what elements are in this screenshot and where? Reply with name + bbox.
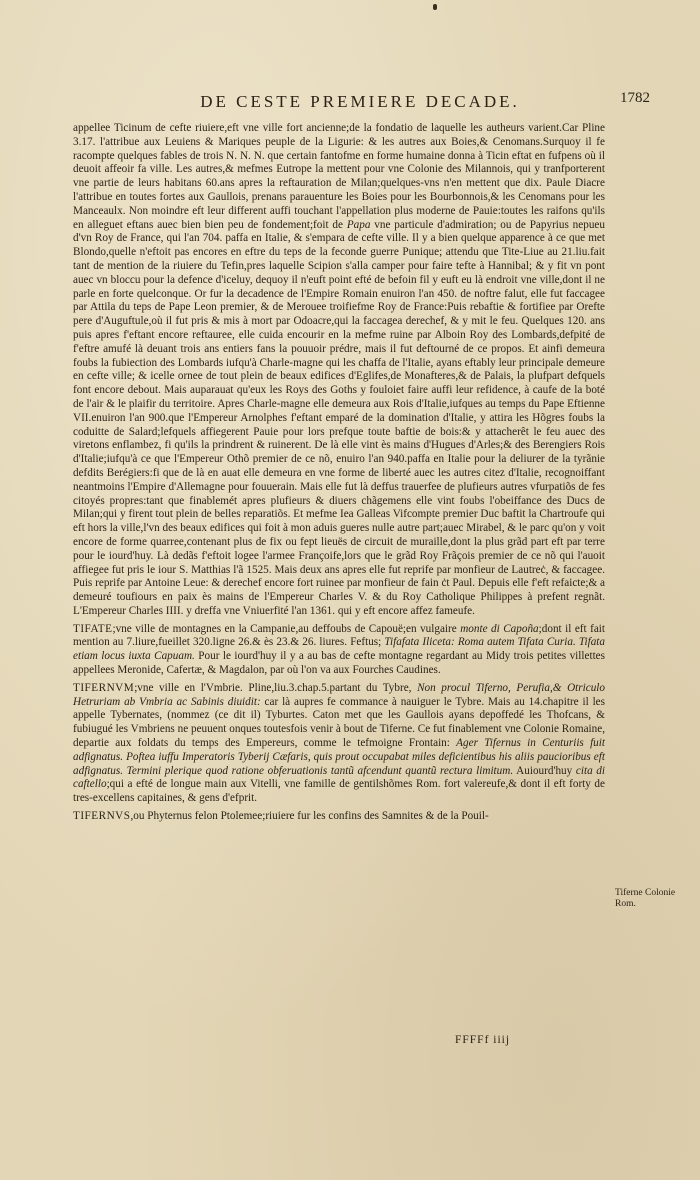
text-run: ;vne ville en l'Vmbrie. Pline,liu.3.chap.5.partant du Tybre,: [134, 681, 418, 694]
entry-headword: TIFATE: [73, 622, 113, 635]
italic-text: Non procul Tiferno, Perufia,& Otriculo Hetruriam ab Vmbria ac Sabinis diuidit:: [73, 681, 605, 708]
italic-text: Papa: [346, 218, 371, 231]
paragraph: [73, 810, 605, 824]
italic-text: cita di caftello: [73, 764, 606, 791]
printer-signature: FFFFf iiij: [455, 1034, 511, 1046]
italic-text: Tifafata Iliceta: Roma autem Tifata Curia. Tifata etiam locus iuxta Capuam.: [73, 636, 606, 663]
running-head: DE CESTE PREMIERE DECADE.: [200, 92, 520, 111]
paragraph: [73, 122, 605, 619]
text-run: vne particule d'admiration; ou de Papyrius nepueu d'vn Roy de France, qui l'an 704. paffa en Italie, & s'empara de cefte ville. Il y a bien quelque apparence à ce que met Blondo,quelle n'eftoit pas encores en eftre du teps de la feconde guerre Punique; attendu que Tite-Liue au 21.liu.fait tant de mention de la riuiere du Tefin,pres laquelle Scipion s'alla camper pour faire tefte à Hannibal; & y fit vn pont auec vn bloccu pour la defence d'iceluy, dequoy il n'euft point efté de befoin fil y euft eu là endroit vne ville,dont il ne parle en forte quelconque. Or fur la decadence de l'Empire Romain enuiron l'an 450. de noftre falut, elle fut faccagee par Attila du teps de Pape Leon premier, & de Merouee troifiefme Roy de France:Puis rebaftie & fortifiee par Orefte pere d'Auguftule,où il fut pris & mis à mort par Odoacre,qui la faccagea derechef, & y mit le feu. Quelques 120. ans puis apres f'eftant encore reftauree, elle cuida encourir en la mefme ruine par Alboin Roy des Lombards,defpité de f'eftre amufé là deuant trois ans entiers fans la pouuoir prédre, mais il fut deftourné de ce propos. Et ainfi demeura foubs la fubiection des Lombards iufqu'à Charle-magne qui les chaffa de l'Italie, ayans eftably leur principale demeure en cefte ville; & icelle ornee de tout plein de beaux edifices d'Eglifes,de Monafteres,& de Palais, la plufpart defquels font encore debout. Mais auparauat qu'eux les Roys des Goths y fouloiet faire auffi leur refidence, à caufe de la boté de l'air & le plaifir du territoire. Apres Charle-magne elle demeura aux Rois d'Italie,iufques au temps du Pape Eftienne VII.enuiron l'an 900.que l'Empereur Arnolphes f'eftant emparé de la domination d'Italie, y attira les Hõgres foubs la coduitte de Salard;lefquels affiegerent Pauie pour lors prefque toute baftie de bois:& y attacherêt le feu auec des viretons enflambez, fi qu'ils la prindrent & ruinerent. De là elle vint ès mains d'Hugues d'Arles;& des Berengiers Rois d'Italie;iufqu'à ce que l'Empereur Othõ premier de ce nõ, enuiro l'an 940.paffa en Italie pour la deliurer de la tyrãnie defdits Berégiers:fi que de là en auat elle demeura en vne forme de liberté auec les autres citez d'Italie, recognoiffant neantmoins l'Empire d'Allemagne pour fouuerain. Mais elle fut là deffus trauerfee de plufieurs autres vfurpatiõs de fes citoyés propres:tant que finablemét apres plufieurs & diuers chãgemens elle vint foubs l'obeiffance des Ducs de Milan;qui y firent tout plein de belles reparatiõs. Et mefme Iea Galleas Vifcompte premier Duc baftit la Chartroufe qui eft hors la ville,l'vn des beaux edifices qui foit à mon aduis gueres nulle autre part;auec Mirabel, & le parc qu'on y voit encore de forme quarree,contenant plus de fix ou fept lieuës de circuit de muraille,dont la plus grãd part eft par terre pour le iourd'huy. Là dedãs f'eftoit logee l'armee Françoife,lors que le grãd Roy Frãçois premier de ce nõ qui l'auoit affiegee fut pris le iour S. Matthias l'ã 1525. Mais deux ans apres elle fut reprife par monfieur de Lautreċ, & faccagee. Puis reprife par Antoine Leue: & derechef encore fort ruinee par monfieur de fain ċt Paul. Depuis elle f'eft refaicte;& a demeuré toufiours en paix ès mains de l'Empereur Charles V. & du Roy Catholique Philippes à prefent regnãt. L'Empereur Charles IIII. y dreffa vne Vniuerfité l'an 1361. qui y eft encore affez fameufe.: [73, 218, 605, 617]
page-number: 1782: [620, 90, 650, 106]
entry-headword: TIFERNVM: [73, 681, 135, 694]
paragraph: [73, 623, 605, 678]
text-run: car là aupres fe commance à nauiguer le Tybre. Mais au 14.chapitre il les appelle Tybernates, (nommez (ce dit il) Tyburtes. Caton met que les Gaullois ayans depoffedé les Thofcans, & fubiugué les Vmbriens ne peuuent onques toutesfois venir à bout de Tiferne. Ce fut finablement vne Colonie Romaine, departie aux foldats du temps des Empereurs, comme le tefmoigne Frontain:: [73, 695, 605, 750]
text-run: Auiourd'huy: [513, 764, 576, 777]
ink-speck: [433, 4, 437, 10]
margin-note: Tiferne Colonie Rom.: [615, 888, 676, 909]
main-text: [73, 122, 605, 824]
text-run: ;qui a efté de longue main aux Vitelli, vne famille de gentilshõmes Rom. fort valereufe,& dont il eft forty de tres-excellens capitaines, & gens d'efprit.: [73, 778, 605, 805]
paragraph: [73, 682, 605, 806]
italic-text: monte di Capoña: [460, 622, 539, 635]
page-header: [70, 92, 650, 118]
text-run: Pour le iourd'huy il y a au bas de cefte montagne regardant au Midy trois petites villettes appellees Meronide, Cafertæ, & Magdalon, par où l'on va aux Fourches Caudines.: [73, 650, 606, 677]
text-run: appellee Ticinum de cefte riuiere,eft vne ville fort ancienne;de la fondatio de laquelle les autheurs varient.Car Pline 3.17. l'attribue aux Leuiens & Mariques peuple de la Ligurie: & les autres aux Boies,& Cenomans.Surquoy il fe racompte quelques fables de trois N. N. N. que certain fantofme en forme humaine donna à Ticin eftat en fufpens où il deuoit affeoir fa ville. Les autres,& mefmes Eutrope la mettent pour vne Colonie des Milannois, qui y tranfporterent vne partie de leurs habitans 60.ans apres la reftauration de Milan;quelques-vns n'en mettent que dix. Paule Diacre l'attribue en toutes fortes aux Gaullois, prenans parauenture les Boies pour les Bourbonnois,& les Cenomans pour les Manceaulx. Non moindre eft leur different auffi touchant l'appellation plus moderne de Pauie:toutes les raifons qu'ils en alleguet eftans auec bien bien peu de fondement;foit de: [73, 122, 605, 231]
entry-headword: TIFERNVS: [73, 810, 131, 823]
italic-text: Ager Tifernus in Centuriis fuit adfignatus. Poftea iuffu Imperatoris Tyberij Cæfaris, quis prout occupabat miles deficientibus his aliis paucioribus eft adfignatus. Termini plerique quod ratione obferuationis tantũ afcendunt quantũ rectura limitum.: [73, 737, 605, 777]
text-run: ,ou Phyternus felon Ptolemee;riuiere fur les confins des Samnites & de la Pouil-: [130, 810, 489, 823]
text-run: ;dont il eft fait mention au 7.liure,fueillet 320.ligne 26.& ès 23.& 26. liures. Feftus;: [73, 622, 606, 649]
text-run: ;vne ville de montagnes en la Campanie,au deffoubs de Capouë;en vulgaire: [112, 622, 461, 635]
